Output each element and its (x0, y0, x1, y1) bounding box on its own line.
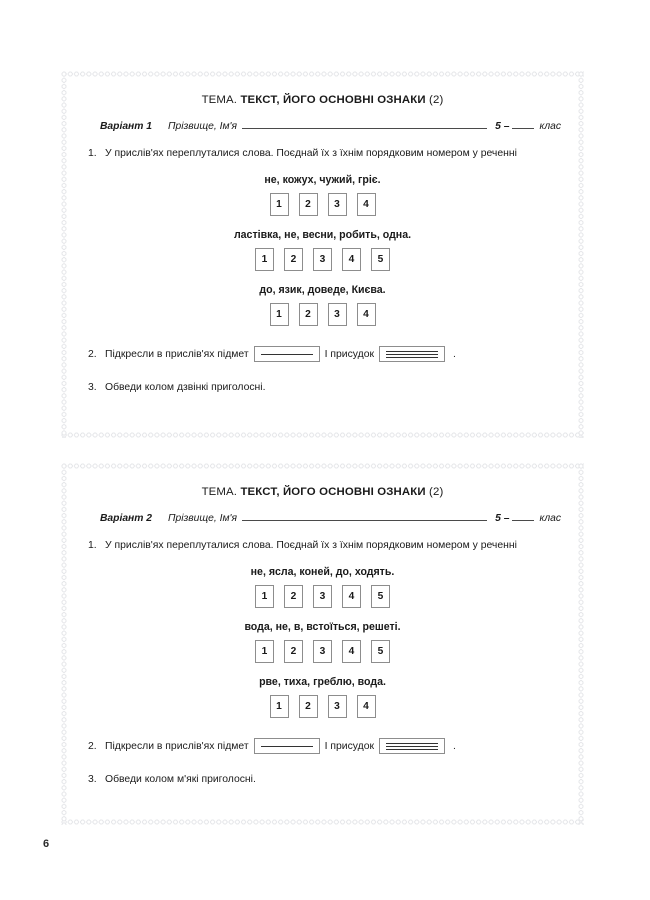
answer-box[interactable]: 3 (328, 193, 347, 216)
phrase: ластівка, не, весни, робить, одна. (233, 229, 412, 242)
answer-box[interactable]: 2 (299, 303, 318, 326)
variant-label: Варіант 1 (100, 121, 153, 132)
answer-box[interactable]: 3 (313, 640, 332, 663)
answer-box-row (80, 248, 565, 271)
task-3-number: 3. (88, 382, 97, 394)
answer-box[interactable]: 4 (342, 585, 361, 608)
answer-box[interactable]: 1 (270, 695, 289, 718)
phrase: до, язик, доведе, Києва. (259, 284, 386, 297)
answer-box[interactable]: 2 (299, 193, 318, 216)
title-number: (2) (429, 486, 444, 498)
frame-edge-left (61, 463, 67, 825)
answer-box-row (80, 193, 565, 216)
task-3 (80, 772, 565, 787)
variant-label: Варіант 2 (100, 513, 153, 524)
phrase: вода, не, в, встоїться, решеті. (244, 621, 401, 634)
single-line-mark (261, 746, 313, 747)
task-3-text: Обведи колом дзвінкі приголосні. (105, 382, 266, 394)
title-number: (2) (429, 94, 444, 106)
double-line-mark-bottom (386, 749, 438, 750)
task-2-number: 2. (88, 740, 97, 752)
block-title (80, 94, 565, 106)
name-input-line[interactable] (242, 510, 487, 521)
task-1-number: 1. (88, 540, 97, 551)
double-line-mark-mid (386, 746, 438, 747)
task-2-text-middle: І присудок (324, 348, 375, 360)
answer-box[interactable]: 3 (313, 585, 332, 608)
grade-word: клас (539, 513, 561, 524)
identity-row (80, 118, 565, 132)
single-line-mark (261, 354, 313, 355)
answer-box-row (80, 640, 565, 663)
subject-underline-box[interactable] (254, 346, 320, 362)
title-lead: ТЕМА. (201, 94, 238, 106)
name-label: Прізвище, Ім'я (168, 513, 237, 524)
task-2-number: 2. (88, 348, 97, 360)
answer-box[interactable]: 2 (284, 248, 303, 271)
task-3-number: 3. (88, 774, 97, 786)
subject-underline-box[interactable] (254, 738, 320, 754)
worksheet-block-variant-2 (62, 464, 583, 824)
task-2-period: . (453, 740, 456, 752)
predicate-underline-box[interactable] (379, 738, 445, 754)
double-line-mark-bottom (386, 357, 438, 358)
answer-box[interactable]: 5 (371, 248, 390, 271)
frame-edge-right (578, 463, 584, 825)
task-1 (80, 538, 565, 553)
task-3 (80, 380, 565, 395)
task-2-text-before: Підкресли в прислів'ях підмет (105, 348, 249, 360)
title-main: ТЕКСТ, ЙОГО ОСНОВНІ ОЗНАКИ (240, 486, 426, 498)
task-2-text-middle: І присудок (324, 740, 375, 752)
block-title (80, 486, 565, 498)
task-1-text: У прислів'ях переплуталися слова. Поєднай їх з їхнім порядковим номером у реченні (105, 540, 517, 551)
task-2 (80, 346, 565, 362)
answer-box-row (80, 585, 565, 608)
double-line-mark-top (386, 743, 438, 744)
name-input-line[interactable] (242, 118, 487, 129)
grade-input-blank[interactable] (512, 520, 534, 521)
answer-box[interactable]: 1 (255, 248, 274, 271)
name-label: Прізвище, Ім'я (168, 121, 237, 132)
identity-row (80, 510, 565, 524)
grade-input-blank[interactable] (512, 128, 534, 129)
task-3-text: Обведи колом м'які приголосні. (105, 774, 256, 786)
title-main: ТЕКСТ, ЙОГО ОСНОВНІ ОЗНАКИ (240, 94, 426, 106)
answer-box[interactable]: 4 (357, 695, 376, 718)
frame-edge-bottom (61, 819, 584, 825)
answer-box[interactable]: 5 (371, 585, 390, 608)
task-1 (80, 146, 565, 161)
answer-box[interactable]: 2 (284, 640, 303, 663)
double-line-mark-mid (386, 354, 438, 355)
phrase: рве, тиха, греблю, вода. (259, 676, 386, 689)
answer-box[interactable]: 4 (357, 193, 376, 216)
answer-box[interactable]: 4 (342, 248, 361, 271)
answer-box[interactable]: 1 (255, 585, 274, 608)
task-2-period: . (453, 348, 456, 360)
page-number: 6 (43, 838, 50, 850)
title-lead: ТЕМА. (201, 486, 238, 498)
answer-box[interactable]: 3 (313, 248, 332, 271)
grade-prefix: 5 – (495, 121, 510, 132)
answer-box[interactable]: 4 (357, 303, 376, 326)
answer-box[interactable]: 4 (342, 640, 361, 663)
answer-box[interactable]: 1 (270, 193, 289, 216)
predicate-underline-box[interactable] (379, 346, 445, 362)
worksheet-block-variant-1 (62, 72, 583, 437)
frame-edge-bottom (61, 432, 584, 438)
task-2 (80, 738, 565, 754)
frame-edge-top (61, 463, 584, 469)
grade-word: клас (539, 121, 561, 132)
task-1-text: У прислів'ях переплуталися слова. Поєднай їх з їхнім порядковим номером у реченні (105, 148, 517, 159)
answer-box[interactable]: 1 (270, 303, 289, 326)
answer-box[interactable]: 2 (299, 695, 318, 718)
double-line-mark-top (386, 351, 438, 352)
task-2-text-before: Підкресли в прислів'ях підмет (105, 740, 249, 752)
frame-edge-right (578, 71, 584, 438)
answer-box[interactable]: 3 (328, 303, 347, 326)
answer-box[interactable]: 3 (328, 695, 347, 718)
phrase: не, ясла, коней, до, ходять. (250, 566, 395, 579)
answer-box[interactable]: 5 (371, 640, 390, 663)
answer-box[interactable]: 2 (284, 585, 303, 608)
answer-box[interactable]: 1 (255, 640, 274, 663)
frame-edge-top (61, 71, 584, 77)
phrase: не, кожух, чужий, гріє. (264, 174, 381, 187)
task-1-number: 1. (88, 148, 97, 159)
frame-edge-left (61, 71, 67, 438)
answer-box-row (80, 695, 565, 718)
grade-prefix: 5 – (495, 513, 510, 524)
answer-box-row (80, 303, 565, 326)
